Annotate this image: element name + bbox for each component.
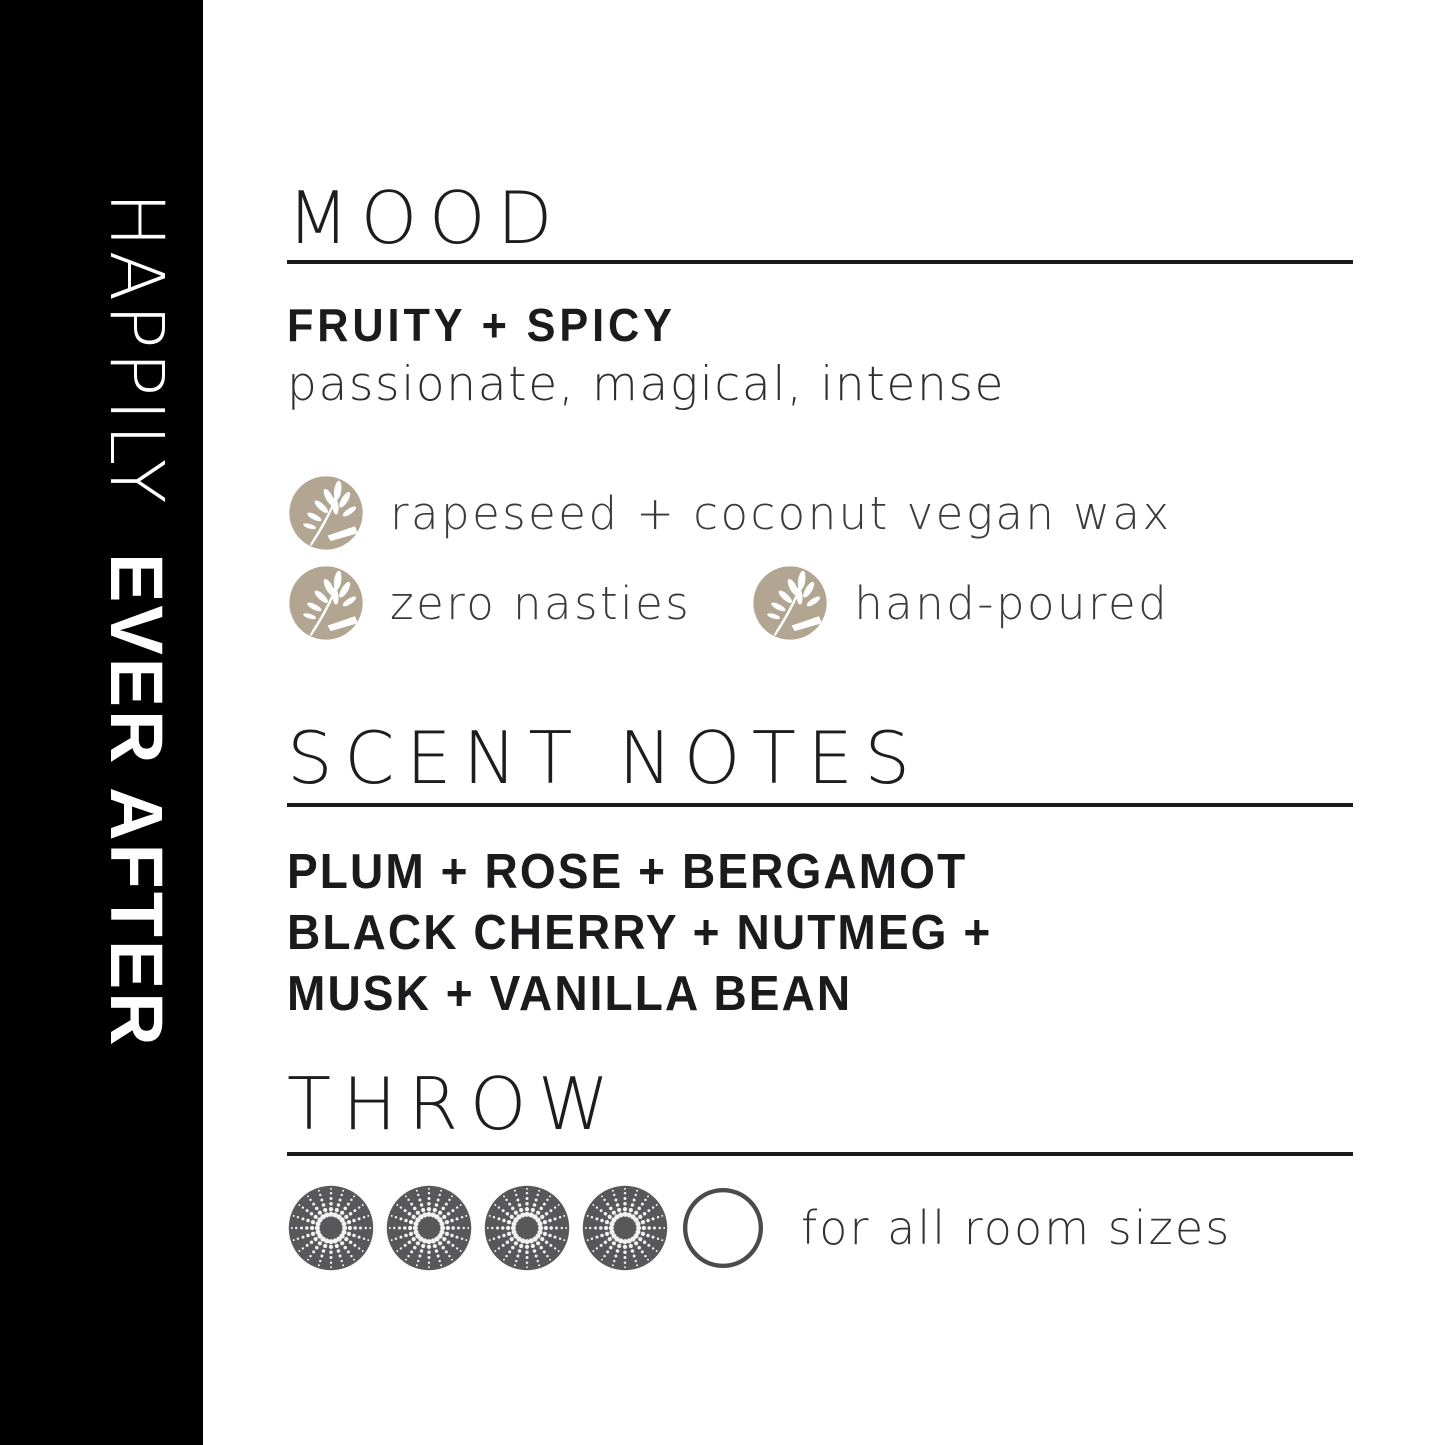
product-title-vertical: [93, 192, 179, 1049]
mood-primary-label: FRUITY + SPICY: [287, 299, 676, 351]
throw-rating: [287, 1184, 777, 1272]
info-content: [203, 0, 1445, 1445]
feature-label-wax: rapeseed + coconut vegan wax: [390, 486, 1172, 540]
scent-notes-line: [287, 903, 1037, 964]
mood-secondary-text: passionate, magical, intense: [287, 357, 1006, 412]
feature-label-nasties: zero nasties: [390, 576, 692, 630]
scent-notes-heading: SCENT NOTES: [287, 716, 922, 800]
scent-notes-line: [287, 842, 1037, 903]
scent-notes-divider: [287, 803, 1353, 807]
brand-sidebar: [0, 0, 203, 1445]
product-title-light: HAPPILY: [93, 192, 179, 507]
throw-rating-filled-icon: [581, 1184, 669, 1272]
leaf-icon: [287, 564, 365, 642]
product-title-bold: EVER AFTER: [95, 552, 178, 1049]
scent-notes-line-2: BLACK CHERRY + NUTMEG +: [287, 906, 993, 960]
throw-heading: THROW: [287, 1062, 621, 1146]
scent-notes-line-3: MUSK + VANILLA BEAN: [287, 967, 853, 1021]
throw-rating-filled-icon: [287, 1184, 375, 1272]
throw-rating-label: for all room sizes: [801, 1201, 1232, 1255]
throw-divider: [287, 1152, 1353, 1156]
throw-rating-filled-icon: [483, 1184, 571, 1272]
throw-rating-row: [287, 1184, 1231, 1272]
mood-divider: [287, 260, 1353, 264]
feature-label-poured: hand-poured: [854, 576, 1170, 630]
scent-notes-list: [287, 842, 1037, 1025]
scent-notes-line-1: PLUM + ROSE + BERGAMOT: [287, 845, 968, 899]
leaf-icon: [287, 474, 365, 552]
throw-rating-filled-icon: [385, 1184, 473, 1272]
feature-row-wax: [287, 474, 1172, 552]
scent-notes-line: [287, 964, 1037, 1025]
mood-primary-text: [287, 298, 701, 352]
throw-rating-empty-icon: [679, 1184, 767, 1272]
feature-row-nasties-poured: [287, 564, 1169, 642]
mood-heading: MOOD: [287, 176, 564, 260]
leaf-icon: [751, 564, 829, 642]
